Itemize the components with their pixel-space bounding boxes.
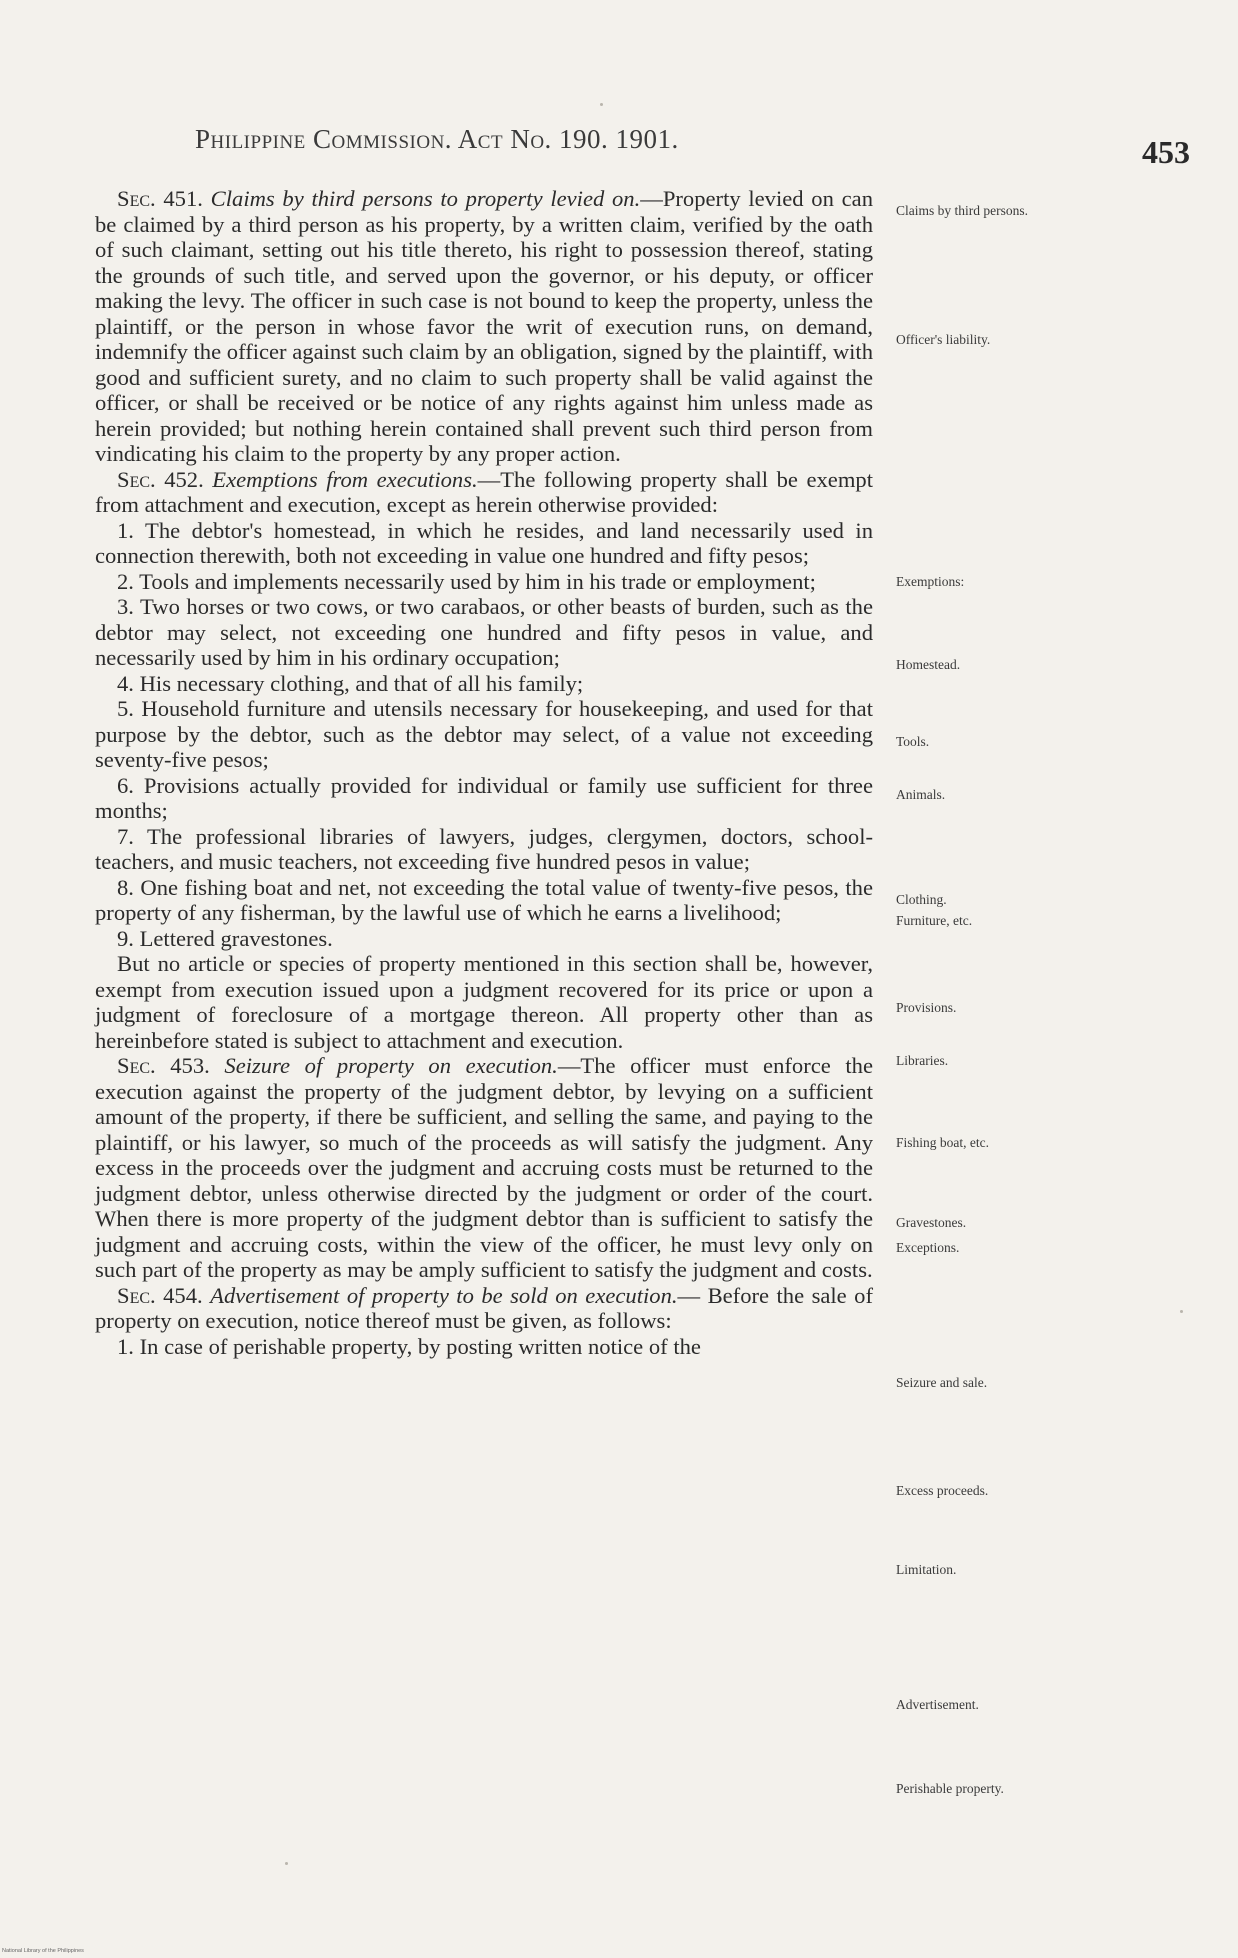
- margin-note: Exceptions.: [896, 1240, 960, 1255]
- paragraph-sec-451: [95, 186, 873, 467]
- paragraph-sec-454: [95, 1283, 873, 1334]
- section-number: Sec. 452.: [117, 466, 204, 492]
- margin-note: Perishable property.: [896, 1781, 1004, 1796]
- list-item-9: [95, 926, 873, 952]
- paragraph-sec-452: [95, 467, 873, 518]
- list-item-1: [95, 1334, 873, 1360]
- paragraph-text: —Property levied on can be claimed by a third person as his property, by a written claim, verified by the oath of such claimant, setting out his title thereto, his right to possession thereof, stating the grounds of such title, and served upon the governor, or his deputy, or officer making the levy. The officer in such case is not bound to keep the property, unless the plaintiff, or the person in whose favor the writ of execution runs, on demand, indemnify the officer against such claim by an obligation, signed by the plaintiff, with good and sufficient surety, and no claim to such property shall be valid against the officer, or shall be received or be notice of any rights against him unless made as herein provided; but nothing herein contained shall prevent such third person from vindicating his claim to the property by any proper action.: [95, 186, 873, 466]
- paragraph-text: 4. His necessary clothing, and that of all his family;: [117, 670, 584, 696]
- paragraph-text: But no article or species of property mentioned in this section shall be, however, exempt from execution issued upon a judgment recovered for its price or upon a judgment of foreclosure of a mortgage thereon. All property other than as hereinbefore stated is subject to attachment and execution.: [95, 951, 873, 1053]
- margin-note: Advertisement.: [896, 1697, 979, 1712]
- list-item-4: [95, 671, 873, 697]
- margin-note: Libraries.: [896, 1053, 949, 1068]
- paper-speck: [1180, 1310, 1183, 1313]
- paragraph-sec-453: [95, 1053, 873, 1283]
- paragraph-text: —The following property shall be exempt from attachment and execution, except as herein otherwise provided:: [95, 466, 873, 517]
- paragraph-text: 1. In case of perishable property, by posting written notice of the: [117, 1333, 701, 1359]
- paragraph-text: 6. Provisions actually provided for individual or family use sufficient for three months;: [95, 772, 873, 823]
- list-item-3: [95, 594, 873, 671]
- margin-note: Fishing boat, etc.: [896, 1135, 989, 1150]
- section-heading: Exemptions from executions.: [212, 466, 478, 492]
- paper-speck: [285, 1862, 288, 1865]
- margin-note: Homestead.: [896, 657, 961, 672]
- paper-speck: [600, 103, 603, 106]
- list-item-2: [95, 569, 873, 595]
- list-item-1: [95, 518, 873, 569]
- margin-note: Seizure and sale.: [896, 1375, 988, 1390]
- section-number: Sec. 453.: [117, 1053, 210, 1078]
- footer-credit: National Library of the Philippines: [2, 1948, 84, 1954]
- list-item-6: [95, 773, 873, 824]
- margin-note: Claims by third persons.: [896, 203, 1028, 218]
- running-head: Philippine Commission. Act No. 190. 1901.: [195, 124, 679, 154]
- paragraph-text: 1. The debtor's homestead, in which he resides, and land necessarily used in connection therewith, both not exceeding in value one hundred and fifty pesos;: [95, 517, 873, 568]
- section-number: Sec. 454.: [117, 1282, 203, 1308]
- margin-note: Exemptions:: [896, 574, 965, 589]
- paragraph-text: 3. Two horses or two cows, or two carabaos, or other beasts of burden, such as the debtor may select, not exceeding one hundred and fifty pesos in value, and necessarily used by him in his ordinary occupation;: [95, 594, 873, 670]
- margin-note: Clothing.: [896, 892, 947, 907]
- list-item-8: [95, 875, 873, 926]
- paragraph-text: 7. The professional libraries of lawyers, judges, clergymen, doctors, school-teachers, and music teachers, not exceeding five hundred pesos in value;: [95, 823, 873, 874]
- section-heading: Advertisement of property to be sold on execution.: [210, 1282, 678, 1308]
- margin-note: Limitation.: [896, 1562, 957, 1577]
- section-heading: Claims by third persons to property levied on.: [210, 186, 641, 211]
- margin-note: Furniture, etc.: [896, 913, 973, 928]
- margin-note: Excess proceeds.: [896, 1483, 989, 1498]
- margin-note: Tools.: [896, 734, 930, 749]
- section-number: Sec. 451.: [117, 186, 203, 211]
- paragraph-text: 9. Lettered gravestones.: [117, 925, 333, 951]
- paragraph-exceptions: [95, 951, 873, 1053]
- paragraph-text: 5. Household furniture and utensils necessary for housekeeping, and used for that purpose by the debtor, such as the debtor may select, of a value not exceeding seventy-five pesos;: [95, 696, 873, 772]
- paragraph-text: 8. One fishing boat and net, not exceeding the total value of twenty-five pesos, the property of any fisherman, by the lawful use of which he earns a livelihood;: [95, 874, 873, 925]
- paragraph-text: — Before the sale of property on execution, notice thereof must be given, as follows:: [95, 1282, 873, 1333]
- list-item-5: [95, 696, 873, 773]
- paragraph-text: 2. Tools and implements necessarily used by him in his trade or employment;: [117, 568, 816, 594]
- list-item-7: [95, 824, 873, 875]
- margin-note: Officer's liability.: [896, 332, 991, 347]
- margin-note: Provisions.: [896, 1000, 957, 1015]
- margin-note: Gravestones.: [896, 1215, 967, 1230]
- page-number: 453: [1142, 134, 1190, 170]
- margin-note: Animals.: [896, 787, 946, 802]
- body-text: [95, 186, 873, 1359]
- section-heading: Seizure of property on execution.: [224, 1053, 558, 1078]
- paragraph-text: —The officer must enforce the execution against the property of the judgment debtor, by levying on a sufficient amount of the property, if there be sufficient, and selling the same, and paying to the plaintiff, or his lawyer, so much of the proceeds as will satisfy the judgment. Any excess in the proceeds over the judgment and accruing costs must be returned to the judgment debtor, unless otherwise directed by the judgment or order of the court. When there is more property of the judgment debtor than is sufficient to satisfy the judgment and accruing costs, within the view of the officer, he must levy only on such part of the property as may be amply sufficient to satisfy the judgment and costs.: [95, 1053, 873, 1282]
